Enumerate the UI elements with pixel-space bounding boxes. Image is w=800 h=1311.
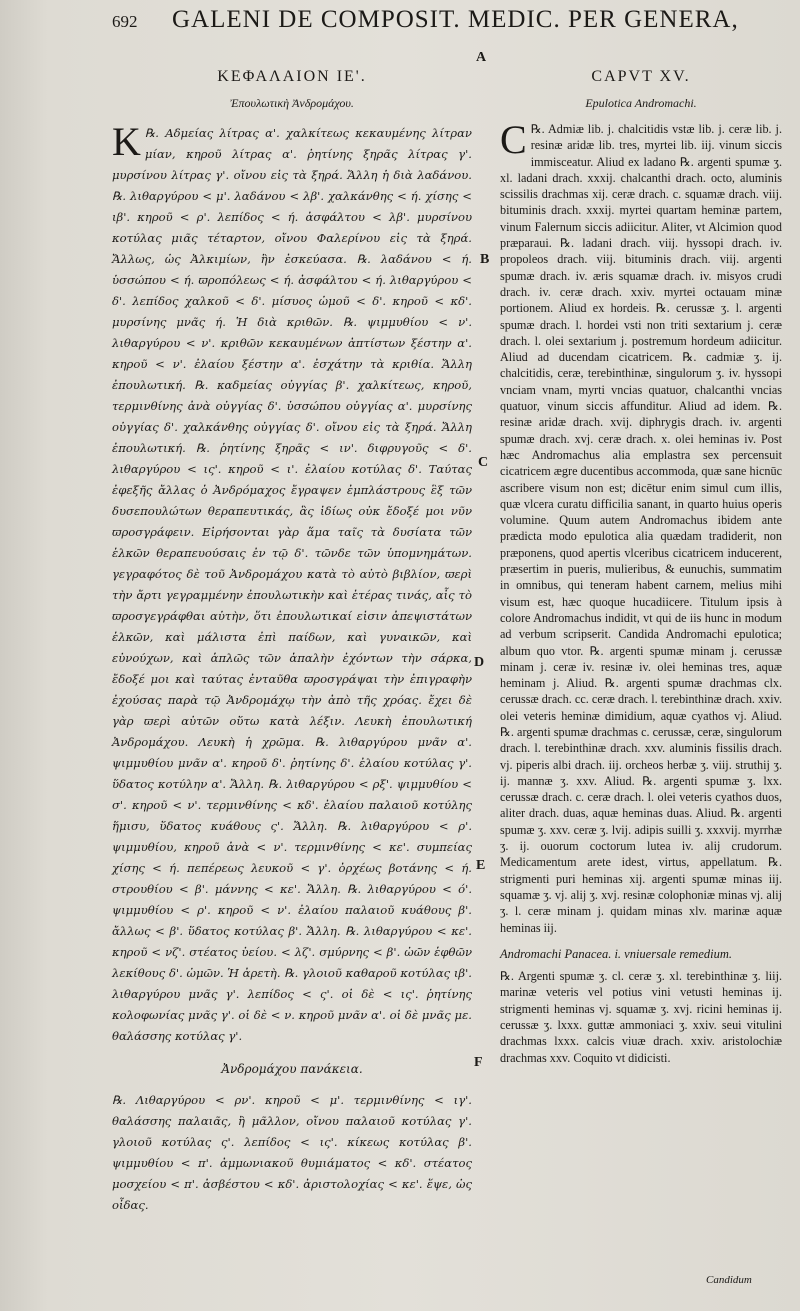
- latin-chapter-subtitle: Epulotica Andromachi.: [585, 96, 697, 110]
- margin-letter-f: F: [474, 1055, 483, 1070]
- greek-body: [112, 119, 472, 1216]
- latin-column: [500, 60, 782, 1066]
- greek-paragraph-1-text: ℞. Αδμείας λίτρας α'. χαλκίτεως κεκαυμένης λίτραν μίαν, κηρoῦ λίτρας α'. ῥητίνης ξηρᾶς λίτρας γ'. μυρσίνου λίτρας γ'. οἴνου εἰς τὰ ξηρά. Ἄλλη ἡ διὰ λαδάνου. ℞. λιθαργύρου < μ'. λαδάνου < λβ'. χαλκάνθης < ή. χίσης < ιβ'. κηρoῦ < ρ'. λεπίδος < ή. ἀσφάλτου < λβ'. μυρσίνου κοτύλας μιᾶς τέταρτον, οἴνου Φαλερίνου εἰς τὰ ξηρά. Ἄλλως, ὡς Ἀλκιμίων, ἣν ἐσκεύασα. ℞. λαδάνου < ή. ὑσσώπου < ή. ϖροπόλεως < ή. ἀσφάλτου < ή. λιθαργύρου < δ'. λεπίδος χαλκοῦ < δ'. μίσυος ὠμοῦ < δ'. κηρoῦ < κδ'. μυρσίνης μνᾶς ή. Ἡ διὰ κριθῶν. ℞. ψιμμυθίου < ν'. λιθαργύρου < ν'. κριθῶν κεκαυμένων ἀπτίστων ξέστην α'. κηρoῦ < ν'. ἐλαίου ξέστην α'. ἐσχάτην τὰ κριθία. Ἄλλη ἐπουλωτική. ℞. καδμείας οὐγγίας β'. χαλκίτεως, κηρoῦ, τερμινθίνης ἀνὰ οὐγγίας δ'. ὑσσώπου οὐγγίας α'. μυρσίνης οὐγγίας δ'. χαλκάνθης οὐγγίας δ'. οἴνου εἰς τὰ ξηρά. Ἄλλη ἐπουλωτική. ℞. ῥητίνης ξηρᾶς < ιν'. διφρυγοῦς < δ'. λιθαργύρου < ις'. κηρoῦ < ι'. ἐλαίου κοτύλας δ'. Ταύτας ἐφεξῆς ἄλλας ὁ Ἀνδρόμαχος ἔγραψεν ἐμπλάστρους ἓξ τῶν δυσεπουλώτων θεραπευτικάς, ἃς ἰδίως οὐκ ἔδοξέ μοι νῦν ϖροσγράφειν. Εἰρήσονται γὰρ ἅμα ταῖς τὰ δυσίατα τῶν ἑλκῶν θεραπευούσαις ἐν τῷ δ'. τῶνδε τῶν ὑπομνημάτων. γεγραφότος δὲ τοῦ Ἀνδρομάχου κατὰ τὸ αὐτὸ βιβλίον, ϖερὶ τὴν ἄρτι γεγραμμένην ἐπουλωτικὴν καὶ ἑτέρας τινάς, αἷς τὸ ϖροσγεγράφθαι αὐτὴν, ὅτι ἐπουλωτικαί εἰσιν ἀπεψιστάτων ἑλκῶν, καὶ μάλιστα ἐπὶ παίδων, καὶ γυναικῶν, καὶ εὐνούχων, καὶ ἁπλῶς τῶν ἁπαλὴν ἐχόντων τὴν σάρκα, ἔδοξέ μοι καὶ ταύτας ἐνταῦθα ϖροσγράψαι τὴν ἐπιγραφὴν ἐχούσας παρὰ τῷ Ἀνδρομάχῳ τὴν ἀπὸ τῆς χρόας. ἔχει δὲ γὰρ ϖερὶ αὐτῶν οὕτω κατὰ λέξιν. Λευκὴ ἐπουλωτική Ἀνδρομάχου. Λευκὴ ἡ χρῶμα. ℞. λιθαργύρου μνᾶν α'. ψιμμυθίου μνᾶν α'. κηρoῦ δ'. ῥητίνης δ'. ἐλαίου κοτύλας γ'. ὕδατος κοτύλην α'. Ἄλλη. ℞. λιθαργύρου < ρξ'. ψιμμυθίου < σ'. κηρoῦ < ν'. τερμινθίνης < κδ'. ἐλαίου παλαιοῦ κοτύλης ἥμισυ, ὕδατος κυάθους ς'. Ἄλλη. ℞. λιθαργύρου < ρ'. ψιμμυθίου, κηρoῦ ἀνὰ < ν'. τερμινθίνης < κε'. συμπείας χίσης < ή. πεπέρεως λευκοῦ < γ'. ὀρχέως βοτάνης < ή. στρουθίου < β'. μάννης < κε'. Ἄλλη. ℞. λιθαργύρου < ό'. ψιμμυθίου < ρ'. κηρoῦ < ν'. ἐλαίου παλαιοῦ κυάθους β'. ἄλλως < β'. ὕδατος κοτύλας β'. Ἄλλη. ℞. λιθαργύρου < κε'. κηρoῦ < νζ'. στέατος ὑείου. < λζ'. σμύρνης < β'. ὠῶν ἑφθῶν λεκίθους δ'. ὠμῶν. Ἡ ἀρετὴ. ℞. γλοιοῦ καθαροῦ κοτύλας ιβ'. λιθαργύρου μνᾶς γ'. λεπίδος < ς'. οἱ δὲ < ις'. ῥητίνης κολοφωνίας μνᾶς γ'. οἱ δὲ < ν. κηρoῦ μνᾶν α'. οἱ δὲ μνᾶς με. θαλάσσης κοτύλας γ'.: [112, 126, 472, 1043]
- latin-paragraph-1-text: ℞. Admiæ lib. j. chalcitidis vstæ lib. j. ceræ lib. j. resinæ aridæ lib. tres, myrtei lib. iij. vinum siccis immisceatur. Aliud ex ladano ℞. argenti spumæ ʒ. xl. ladani drach. xxxij. chalcanthi drach. octo, aluminis scissilis drachmas xij. ceræ drach. c. squamæ drach. viij. bituminis drach. xxxij. myrtei quartam heminæ partem, vinum Falernum siccis adiicitur. Aliter, vt Alcimion quod præparaui. ℞. ladani drach. viij. hyssopi drach. iv. propoleos drach. viij. bituminis drach. viij. argenti spumæ drach. iv. æris squamæ drach. iv. misyos crudi drach. iv. ceræ drach. xxiv. myrtei octauam minæ portionem. Aliud ex hordeis. ℞. cerussæ ʒ. l. argenti spumæ drach. l. hordei vsti non triti sextarium j. ceræ drach. l. olei sextarium j. postremum hordeum adiicitur. Aliud ad ducendam cicatricem. ℞. cadmiæ ʒ. ij. chalcitidis, ceræ, terebinthinæ, singulorum ʒ. iv. hyssopi vnciam vnam, myrti vncias quatuor, chalcanthi vncias quatuor, vinum siccis affunditur. Aliud ad idem. ℞. resinæ aridæ drach. xvij. diphrygis drach. iv. argenti spumæ drach. xvj. ceræ drach. x. olei heminas iv. Post hæc Andromachus alia emplastra sex percensuit cicatricem ægre ducentibus accommoda, quæ sane hicnūc ascribere visum non est; dicētur enim simul cum illis, quæ vlcera curatu difficilia sanant, in quarto huius operis volumine. Quum autem Andromachus ibidem ante prædicta modo epulotica alia quædam tradiderit, non præponens, quod apertis vlceribus cicatricem inducerent, præsertim in pueris, mulieribus, & eunuchis, summatim in omnibus, qui teneram habent carnem, melius mihi visum est, hæc quoque hucadiicere. Titulum ipsis à colore Andromachus indidit, vt qui de iis hunc in modum ad verbum scripserit. Candida Andromachi epulotica; album quo vtor. ℞. argenti spumæ minam j. cerussæ minam j. ceræ iv. resinæ iv. olei heminas tres, aquæ heminam j. Aliud. ℞. argenti spumæ drachmas clx. cerussæ drach. cc. ceræ drach. l. terebinthinæ drach. xxiv. olei veteris heminæ dimidium, aquæ cyathos vj. Aliud. ℞. argenti spumæ drachmas c. cerussæ, ceræ, singulorum drach. l. terebinthinæ drach. xxv. aluminis fissilis drach. vj. piperis albi drach. iij. orcheos herbæ ʒ. viij. struthij ʒ. ij. mannæ ʒ. xxv. Aliud. ℞. argenti spumæ ʒ. lxx. cerussæ drach. c. ceræ drach. l. olei veteris cyathos duos, aliter drach. duas, aquæ heminas duas. Aliud. ℞. argenti spumæ ʒ. xxv. ceræ ʒ. lvij. adipis suilli ʒ. xxxvij. myrrhæ ʒ. ij. ouorum coctorum lutea iv. alij crudorum. Medicamentum arete idest, virtus, appellatum. ℞. strigmenti puri heminas xij. argenti spumæ minas iij. squamæ ʒ. vj. alij ʒ. xvj. resinæ colophoniæ minas vj. alij ʒ. l. ceræ minam j. quidam minas xlv. marinæ aquæ heminas iij.: [500, 122, 782, 935]
- margin-letter-b: B: [480, 252, 490, 267]
- greek-chapter-heading: ΚΕΦΑΛΑΙΟΝ ΙΕ'.: [217, 68, 367, 85]
- greek-section-heading: Ἀνδρομάχου πανάκεια.: [221, 1062, 363, 1076]
- greek-paragraph-1: [112, 119, 472, 1047]
- margin-letter-c: C: [478, 455, 489, 470]
- latin-chapter-heading: CAPVT XV.: [591, 68, 691, 85]
- latin-body: [500, 117, 782, 1066]
- greek-column: [112, 60, 472, 1216]
- margin-letter-e: E: [476, 858, 486, 873]
- catchword: Candidum: [706, 1274, 752, 1286]
- greek-chapter-subtitle: Ἐπουλωτικὴ Ἀνδρομάχου.: [230, 96, 354, 110]
- page-header: [0, 0, 800, 60]
- latin-drop-cap: C: [500, 117, 527, 162]
- latin-section-heading: Andromachi Panacea. i. vniuersale remedium.: [500, 946, 733, 961]
- greek-paragraph-2: ℞. Λιθαργύρου < ρν'. κηρoῦ < μ'. τερμινθίνης < ιγ'. θαλάσσης παλαιᾶς, ἢ μᾶλλον, οἴνου παλαιοῦ κοτύλας γ'. γλοιοῦ κοτύλας ς'. λεπίδος < ις'. κίκεως κοτύλας β'. ψιμμυθίου < π'. ἀμμωνιακοῦ θυμιάματος < κδ'. στέατος μοσχείου < π'. ἀσβέστου < κδ'. ἀριστολοχίας < κε'. ἕψε, ὡς οἶδας.: [112, 1093, 472, 1212]
- greek-drop-cap: Κ: [112, 119, 141, 164]
- latin-paragraph-2: ℞. Argenti spumæ ʒ. cl. ceræ ʒ. xl. terebinthinæ ʒ. liij. marinæ veteris vel potius vini vetusti heminas ij. strigmenti heminas vj. squamæ ʒ. xvj. ricini heminas ij. cerussæ ʒ. lxxx. guttæ ammoniaci ʒ. xxiv. seui vitulini drachmas lxxx. calcis viuæ drach. xxiv. aristolochiæ drachmas xxv. Coquito vt didicisti.: [500, 969, 782, 1065]
- latin-paragraph-1: [500, 117, 782, 936]
- page-number: 692: [112, 12, 138, 31]
- margin-letter-d: D: [474, 655, 485, 670]
- running-title: GALENI DE COMPOSIT. MEDIC. PER GENERA,: [172, 6, 739, 33]
- margin-letter-a: A: [476, 50, 487, 65]
